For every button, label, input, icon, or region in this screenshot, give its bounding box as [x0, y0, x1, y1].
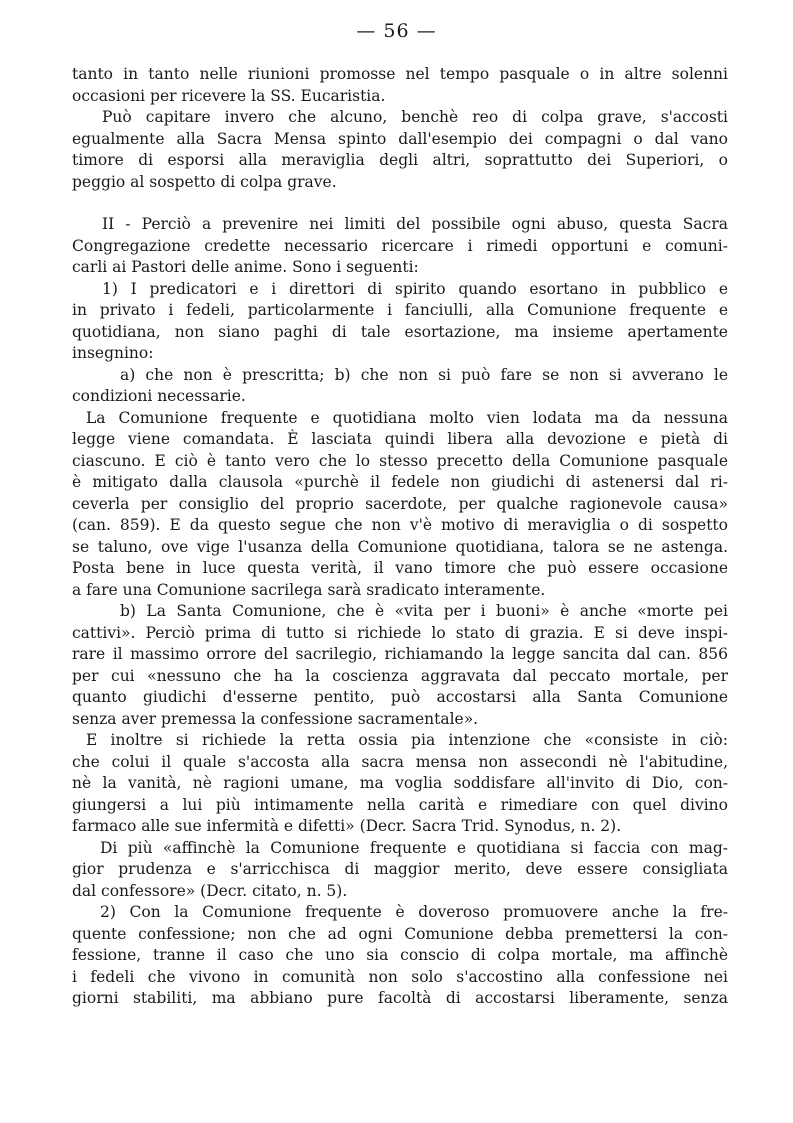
text-line: Congregazione credette necessario ricercare i rimedi opportuni e comuni- [72, 236, 728, 255]
text-line: E inoltre si richiede la retta ossia pia intenzione che «consiste in ciò: [86, 731, 728, 749]
text-line: per cui «nessuno che ha la coscienza aggravata dal peccato mortale, per [72, 666, 728, 685]
text-line: a) che non è prescritta; b) che non si può fare se non si avverano le [120, 365, 728, 384]
text-line: tanto in tanto nelle riunioni promosse nel tempo pasquale o in altre solenni [72, 65, 728, 83]
text-line: i fedeli che vivono in comunità non solo s'accostino alla confessione nei [72, 967, 728, 986]
text-line: in privato i fedeli, particolarmente i fanciulli, alla Comunione frequente e [72, 301, 728, 319]
text-line: se taluno, ove vige l'usanza della Comunione quotidiana, talora se ne astenga. [72, 537, 728, 556]
text-line: quente confessione; non che ad ogni Comunione debba premettersi la con- [72, 924, 728, 943]
text-line: ciascuno. E ciò è tanto vero che lo stesso precetto della Comunione pasquale [72, 451, 728, 470]
text-line: (can. 859). E da questo segue che non v'è motivo di meraviglia o di sospetto [72, 516, 728, 534]
text-line: La Comunione frequente e quotidiana molto vien lodata ma da nessuna [86, 408, 728, 427]
text-line: egualmente alla Sacra Mensa spinto dall'esempio dei compagni o dal vano [72, 129, 728, 148]
text-line: farmaco alle sue infermità e difetti» (Decr. Sacra Trid. Synodus, n. 2). [72, 817, 622, 835]
paragraph [72, 902, 728, 1010]
text-line: gior prudenza e s'arricchisca di maggior merito, deve essere consigliata [72, 860, 728, 878]
paragraph [72, 279, 728, 365]
paragraph [72, 408, 728, 602]
text-line: carli ai Pastori delle anime. Sono i seguenti: [72, 258, 419, 276]
text-line: quanto giudichi d'esserne pentito, può accostarsi alla Santa Comunione [72, 688, 728, 706]
paragraph [72, 838, 728, 903]
text-line: b) La Santa Comunione, che è «vita per i buoni» è anche «morte pei [120, 602, 728, 620]
text-line: legge viene comandata. È lasciata quindi libera alla devozione e pietà di [72, 430, 728, 448]
text-line: occasioni per ricevere la SS. Eucaristia. [72, 86, 386, 105]
text-line: senza aver premessa la confessione sacramentale». [72, 709, 479, 728]
page-number: — 56 — [356, 20, 437, 42]
text-line: II - Perciò a prevenire nei limiti del possibile ogni abuso, questa Sacra [102, 215, 728, 233]
text-line: a fare una Comunione sacrilega sarà sradicato interamente. [72, 580, 546, 599]
text-line: cattivi». Perciò prima di tutto si richiede lo stato di grazia. E si deve inspi- [72, 623, 728, 642]
text-line: giorni stabiliti, ma abbiano pure facoltà di accostarsi liberamente, senza [72, 989, 728, 1007]
text-line: quotidiana, non siano paghi di tale esortazione, ma insieme apertamente [72, 322, 728, 341]
text-line: ceverla per consiglio del proprio sacerdote, per qualche ragionevole causa» [72, 494, 728, 513]
paragraph [72, 365, 728, 408]
text-line: giungersi a lui più intimamente nella carità e rimediare con quel divino [72, 795, 728, 814]
paragraph [72, 107, 728, 193]
text-line: rare il massimo orrore del sacrilegio, richiamando la legge sancita dal can. 856 [72, 645, 728, 663]
paragraph [72, 601, 728, 730]
text-line: Posta bene in luce questa verità, il vano timore che può essere occasione [72, 559, 728, 577]
text-line: fessione, tranne il caso che uno sia conscio di colpa mortale, ma affinchè [72, 946, 728, 964]
text-line: Di più «affinchè la Comunione frequente e quotidiana si faccia con mag- [100, 838, 728, 857]
body-text [72, 64, 728, 1010]
text-line: è mitigato dalla clausola «purchè il fedele non giudichi di astenersi dal ri- [72, 473, 728, 491]
paragraph [72, 64, 728, 107]
section-paragraph [72, 214, 728, 279]
text-line: 1) I predicatori e i direttori di spirito quando esortano in pubblico e [102, 279, 728, 298]
text-line: nè la vanità, nè ragioni umane, ma voglia soddisfare all'invito di Dio, con- [72, 774, 728, 792]
text-line: peggio al sospetto di colpa grave. [72, 172, 337, 191]
text-line: Può capitare invero che alcuno, benchè reo di colpa grave, s'accosti [102, 108, 728, 126]
text-line: timore di esporsi alla meraviglia degli altri, soprattutto dei Superiori, o [72, 151, 728, 169]
text-line: che colui il quale s'accosta alla sacra mensa non assecondi nè l'abitudine, [72, 752, 728, 771]
text-line: insegnino: [72, 344, 154, 362]
paragraph [72, 730, 728, 838]
text-line: condizioni necessarie. [72, 387, 246, 405]
text-line: dal confessore» (Decr. citato, n. 5). [72, 881, 348, 900]
text-line: 2) Con la Comunione frequente è doveroso promuovere anche la fre- [100, 903, 728, 921]
